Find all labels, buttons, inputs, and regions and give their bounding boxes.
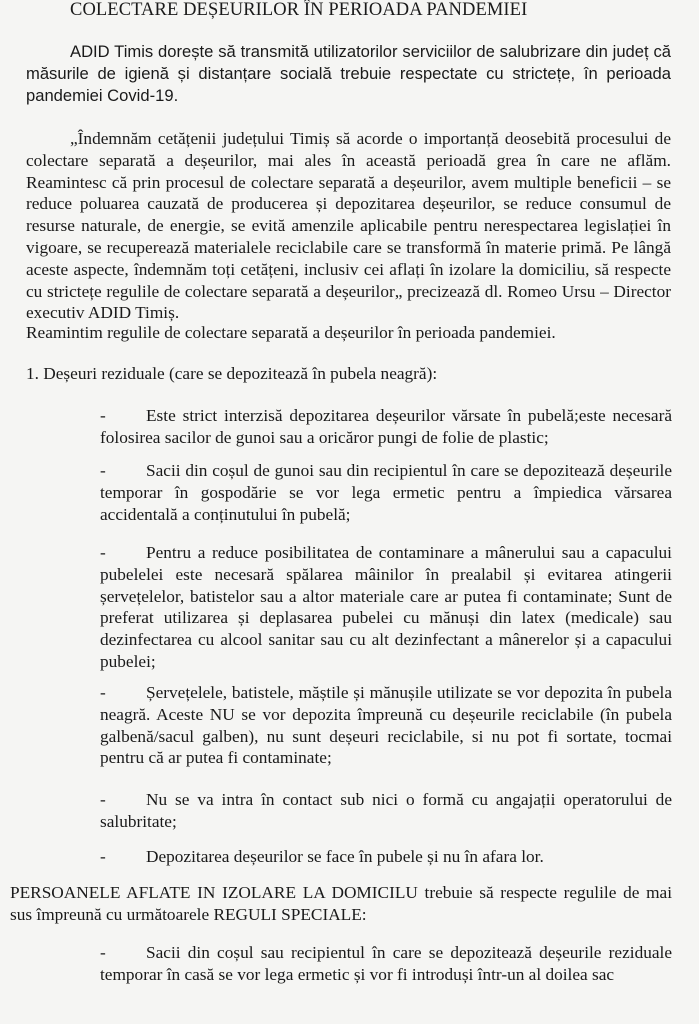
quote-paragraph: „Îndemnăm cetățenii județului Timiș să acorde o importanță deosebită procesului de colectare separată a deșeurilor, mai ales în această perioadă grea în care ne aflăm. Reamintesc că prin procesul de colectare separată a deșeurilor, avem multiple beneficii – se reduce poluarea cauzată de producerea și depozitarea deșeurilor, se reduce consumul de resurse naturale, de energie, se evită amenzile aplicabile pentru nerespectarea legislației în vigoare, se recuperează materialele reciclabile care se transformă în materie primă. Pe lângă aceste aspecte, îndemnăm toți cetățeni, inclusiv cei aflați în izolare la domiciliu, să respecte cu strictețe regulile de colectare separată a deșeurilor„ precizează dl. Romeo Ursu – Director executiv ADID Timiș. — [26, 129, 671, 323]
dash-marker: - — [100, 683, 106, 702]
dash-marker: - — [100, 847, 106, 866]
reminder-paragraph: Reamintim regulile de colectare separată a deșeurilor în perioada pandemiei. — [26, 323, 556, 342]
special-rules-intro: PERSOANELE AFLATE IN IZOLARE LA DOMICILU trebuie să respecte regulile de mai sus împreună cu următoarele REGULI SPECIALE: — [10, 883, 672, 924]
bullet-text: Depozitarea deșeurilor se face în pubele și nu în afara lor. — [146, 847, 544, 866]
dash-marker: - — [100, 943, 106, 962]
bullet-text: Pentru a reduce posibilitatea de contaminare a mânerului sau a capacului pubelelei este necesară spălarea mâinilor în prealabil și evitarea atingerii șervețelelor, batistelor sau a altor materiale care ar putea fi contaminate; Sunt de preferat utilizarea și deplasarea pubelei cu mănuși din latex (medicale) sau dezinfectarea cu alcool sanitar sau cu alt dezinfectant a mânerelor și a capacului pubelei; — [100, 543, 672, 671]
dash-marker: - — [100, 543, 106, 562]
document-title: COLECTARE DEȘEURILOR ÎN PERIOADA PANDEMIEI — [70, 0, 528, 20]
list-item-1-heading: 1. Deșeuri reziduale (care se depozitează în pubela neagră): — [26, 364, 438, 383]
bullet-text: Sacii din coșul de gunoi sau din recipientul în care se depozitează deșeurile temporar în gospodărie se vor lega ermetic pentru a împiedica vărsarea accidentală a conținutului în pubelă; — [100, 461, 672, 524]
intro-paragraph: ADID Timis dorește să transmită utilizatorilor serviciilor de salubrizare din județ că măsurile de igienă și distanțare socială trebuie respectate cu strictețe, în perioada pandemiei Covid-19. — [26, 42, 671, 105]
bullet-item — [100, 789, 672, 833]
special-bullet-item — [100, 942, 672, 986]
dash-marker: - — [100, 406, 106, 425]
bullet-item — [100, 846, 672, 868]
bullet-text: Nu se va intra în contact sub nici o formă cu angajații operatorului de salubritate; — [100, 790, 672, 831]
bullet-item — [100, 460, 672, 525]
dash-marker: - — [100, 461, 106, 480]
special-bullet-text: Sacii din coșul sau recipientul în care se depozitează deșeurile reziduale temporar în casă se vor lega ermetic și vor fi introduși într-un al doilea sac — [100, 943, 672, 984]
bullet-item — [100, 542, 672, 673]
bullet-item — [100, 682, 672, 769]
dash-marker: - — [100, 790, 106, 809]
bullet-item — [100, 405, 672, 449]
bullet-text: Este strict interzisă depozitarea deșeurilor vărsate în pubelă;este necesară folosirea sacilor de gunoi sau a oricăror pungi de folie de plastic; — [100, 406, 672, 447]
bullet-text: Șervețelele, batistele, măștile și mănușile utilizate se vor depozita în pubela neagră. Aceste NU se vor depozita împreună cu deșeurile reciclabile (în pubela galbenă/sacul galben), nu sunt deșeuri reciclabile, si nu pot fi sortate, tocmai pentru că ar putea fi contaminate; — [100, 683, 672, 768]
